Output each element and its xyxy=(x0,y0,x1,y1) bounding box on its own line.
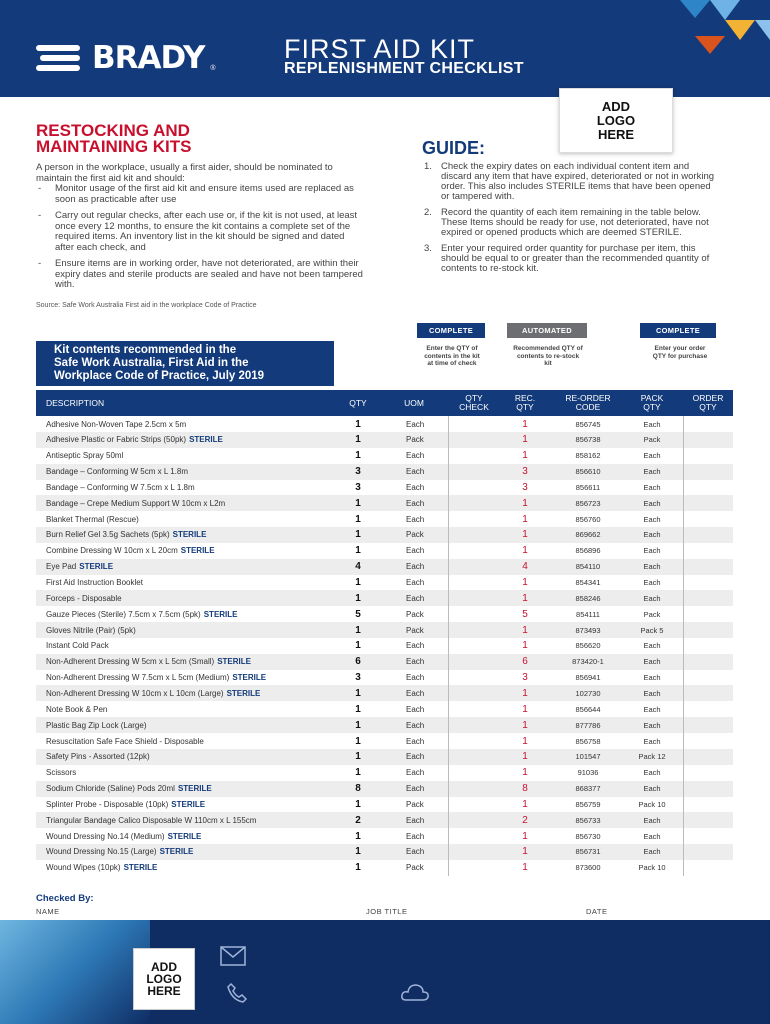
uom-value: Each xyxy=(406,451,425,461)
table-row xyxy=(36,590,733,606)
table-row xyxy=(36,527,733,543)
qty-value: 5 xyxy=(355,608,361,620)
table-row xyxy=(36,717,733,733)
table-row xyxy=(36,828,733,844)
rec-qty-value: 3 xyxy=(522,481,528,493)
sterile-badge: STERILE xyxy=(171,799,206,809)
pack-qty-value: Each xyxy=(643,704,661,714)
rec-qty-value: 1 xyxy=(522,545,528,557)
pack-qty-value: Each xyxy=(643,562,661,572)
uom-value: Each xyxy=(406,578,425,587)
sterile-badge: STERILE xyxy=(79,562,114,572)
rec-qty-value: 1 xyxy=(522,497,528,509)
item-description xyxy=(46,670,346,686)
description-text: Wound Dressing No.14 (Medium) xyxy=(46,831,165,841)
table-row xyxy=(36,670,733,686)
reorder-code-value: 102730 xyxy=(575,688,601,698)
uom-value: Each xyxy=(406,768,425,778)
description-text: Antiseptic Spray 50ml xyxy=(46,451,124,461)
pack-qty-value: Each xyxy=(643,720,661,730)
uom-value: Each xyxy=(406,752,425,762)
date-label: DATE xyxy=(586,907,608,916)
table-row xyxy=(36,416,733,432)
pack-qty-value: Pack xyxy=(643,435,661,445)
rec-qty-value: 8 xyxy=(522,783,528,795)
sterile-badge: STERILE xyxy=(159,847,194,857)
table-row xyxy=(36,685,733,701)
list-item: - Carry out regular checks, after each use or, if the kit is not used, at least once every 12 months, to ensure the kit contains a complete set of the required items. An inventory list in the kit should be signed and dated after each check, and xyxy=(36,211,366,253)
item-description xyxy=(46,685,346,701)
uom-value: Each xyxy=(406,546,425,556)
table-row xyxy=(36,575,733,591)
reorder-code-value: 856745 xyxy=(575,419,601,429)
item-text: Enter your required order quantity for purchase per item, this should be equal to or greater than the recommended quantity of contents to re-stock kit. xyxy=(441,243,710,274)
reorder-code-value: 101547 xyxy=(575,752,601,762)
description-text: Adhesive Non-Woven Tape 2.5cm x 5m xyxy=(46,419,187,429)
sterile-badge: STERILE xyxy=(123,863,158,873)
description-text: Plastic Bag Zip Lock (Large) xyxy=(46,720,147,730)
table-row xyxy=(36,432,733,448)
page-subtitle: REPLENISHMENT CHECKLIST xyxy=(284,60,524,77)
item-text: Check the expiry dates on each individual content item and discard any item that have expired, deteriorated or not in working order. This also includes STERILE items that have been opened or tampered with. xyxy=(441,161,715,202)
rec-qty-value: 1 xyxy=(522,798,528,810)
qty-value: 1 xyxy=(355,450,361,462)
reorder-code-value: 856738 xyxy=(575,435,601,445)
qty-value: 1 xyxy=(355,830,361,842)
qty-value: 1 xyxy=(355,687,361,699)
footer-band xyxy=(0,920,770,1024)
rec-qty-value: 1 xyxy=(522,719,528,731)
uom-value: Each xyxy=(406,641,425,651)
sterile-badge: STERILE xyxy=(203,609,238,619)
table-row xyxy=(36,796,733,812)
uom-value: Each xyxy=(406,720,425,730)
description-text: Gauze Pieces (Sterile) 7.5cm x 7.5cm (5pk) xyxy=(46,609,201,619)
item-description xyxy=(46,844,346,860)
description-text: Resuscitation Safe Face Shield - Disposable xyxy=(46,736,204,746)
reorder-code-value: 91036 xyxy=(577,768,599,778)
description-text: Non-Adherent Dressing W 5cm x L 5cm (Small) xyxy=(46,657,215,667)
table-row xyxy=(36,622,733,638)
item-description xyxy=(46,701,346,717)
item-description xyxy=(46,416,346,432)
qty-value: 1 xyxy=(355,513,361,525)
col-description: DESCRIPTION xyxy=(46,397,105,408)
source-note: Source: Safe Work Australia First aid in the workplace Code of Practice xyxy=(36,302,257,309)
item-description xyxy=(46,527,346,543)
table-row xyxy=(36,495,733,511)
restocking-bullets xyxy=(36,184,366,297)
sterile-badge: STERILE xyxy=(232,673,267,683)
list-item xyxy=(424,208,716,238)
description-text: Gloves Nitrile (Pair) (5pk) xyxy=(46,625,136,635)
uom-value: Each xyxy=(406,736,425,746)
sterile-badge: STERILE xyxy=(189,435,223,445)
item-number: 1. xyxy=(424,161,432,172)
uom-value: Each xyxy=(406,467,425,477)
qty-value: 1 xyxy=(355,577,361,588)
pack-qty-value: Each xyxy=(643,641,661,651)
qty-value: 1 xyxy=(355,862,361,874)
restocking-heading: RESTOCKING AND MAINTAINING KITS xyxy=(36,121,192,156)
description-text: Instant Cold Pack xyxy=(46,641,109,651)
pack-qty-value: Each xyxy=(643,593,661,603)
item-description xyxy=(46,543,346,559)
qty-value: 2 xyxy=(355,814,361,826)
item-text: Record the quantity of each item remaining in the table below. These Items should be ready for use, not deteriorated, have not expired or opened products which are deemed STERILE. xyxy=(441,207,709,238)
pack-qty-value: Each xyxy=(643,784,661,794)
qty-check-note: Enter the QTY of contents in the kit at time of check xyxy=(424,345,480,367)
brand-trademark: ® xyxy=(210,65,216,72)
qty-value: 1 xyxy=(355,735,361,747)
reorder-code-value: 856896 xyxy=(575,546,601,556)
uom-value: Each xyxy=(406,831,425,841)
reorder-code-value: 869662 xyxy=(575,530,601,540)
item-description xyxy=(46,654,346,670)
item-description xyxy=(46,464,346,480)
description-text: Bandage – Conforming W 7.5cm x L 1.8m xyxy=(46,482,195,492)
table-row xyxy=(36,638,733,654)
pack-qty-value: Pack 10 xyxy=(638,799,666,809)
pack-qty-value: Each xyxy=(643,657,661,667)
pack-qty-value: Each xyxy=(643,578,661,587)
rec-qty-value: 6 xyxy=(522,656,528,668)
rec-qty-value: 1 xyxy=(522,529,528,541)
qty-value: 1 xyxy=(355,529,361,541)
table-row xyxy=(36,749,733,765)
qty-value: 4 xyxy=(355,561,361,573)
reorder-code-value: 856644 xyxy=(575,704,601,714)
item-description xyxy=(46,495,346,511)
item-description xyxy=(46,559,346,575)
item-description xyxy=(46,448,346,464)
rec-qty-value: 1 xyxy=(522,862,528,874)
pack-qty-value: Pack 10 xyxy=(638,863,666,873)
list-item: - Monitor usage of the first aid kit and ensure items used are replaced as soon as practicable after use xyxy=(36,184,366,205)
table-row xyxy=(36,511,733,527)
reorder-code-value: 856610 xyxy=(575,467,601,477)
rec-qty-value: 1 xyxy=(522,703,528,715)
description-text: Burn Relief Gel 3.5g Sachets (5pk) xyxy=(46,530,170,540)
rec-qty-value: 1 xyxy=(522,640,528,652)
uom-value: Each xyxy=(406,657,425,667)
checked-by-label: Checked By: xyxy=(36,893,94,904)
pack-qty-value: Each xyxy=(643,530,661,540)
table-row xyxy=(36,464,733,480)
description-text: Combine Dressing W 10cm x L 20cm xyxy=(46,546,178,556)
pack-qty-value: Each xyxy=(643,815,661,825)
ocean-image xyxy=(0,920,150,1024)
table-row xyxy=(36,559,733,575)
pack-qty-value: Each xyxy=(643,498,661,508)
kit-contents-title: Kit contents recommended in the Safe Work Australia, First Aid in the Workplace Code of Practice, July 2019 xyxy=(36,341,334,386)
list-item xyxy=(424,244,716,274)
description-text: Triangular Bandage Calico Disposable W 110cm x L 155cm xyxy=(46,815,257,825)
sterile-badge: STERILE xyxy=(217,657,251,667)
item-description xyxy=(46,812,346,828)
description-text: Scissors xyxy=(46,768,77,778)
rec-qty-value: 2 xyxy=(522,814,528,826)
reorder-code-value: 854110 xyxy=(575,562,601,572)
pack-qty-value: Each xyxy=(643,546,661,556)
description-text: Blanket Thermal (Rescue) xyxy=(46,514,139,524)
description-text: Bandage – Crepe Medium Support W 10cm x L2m xyxy=(46,498,226,508)
pack-qty-value: Each xyxy=(643,831,661,841)
table-row xyxy=(36,606,733,622)
complete-tag-order-qty: COMPLETE xyxy=(640,323,716,338)
qty-value: 3 xyxy=(355,481,361,493)
col-rec-qty: REC. QTY xyxy=(514,393,536,412)
reorder-code-value: 873420-1 xyxy=(572,657,604,667)
page-title: FIRST AID KIT xyxy=(284,34,476,64)
reorder-code-value: 854111 xyxy=(576,609,600,619)
list-item xyxy=(424,162,716,202)
item-number: 2. xyxy=(424,207,432,218)
col-qty-check: QTY CHECK xyxy=(459,393,489,412)
qty-value: 1 xyxy=(355,640,361,652)
item-description xyxy=(46,638,346,654)
reorder-code-value: 856730 xyxy=(575,831,601,841)
item-description xyxy=(46,860,346,876)
rec-qty-value: 1 xyxy=(522,687,528,699)
rec-qty-value: 4 xyxy=(522,561,528,573)
list-item: - Ensure items are in working order, have not deteriorated, are within their expiry dates and sterile products are sealed and have not been tampered with. xyxy=(36,259,366,291)
description-text: Safety Pins - Assorted (12pk) xyxy=(46,752,150,762)
uom-value: Pack xyxy=(406,799,424,809)
rec-qty-value: 1 xyxy=(522,830,528,842)
item-description xyxy=(46,781,346,797)
pack-qty-value: Pack xyxy=(643,609,661,619)
rec-qty-value: 3 xyxy=(522,466,528,478)
rec-qty-value: 1 xyxy=(522,767,528,779)
reorder-code-value: 858162 xyxy=(575,451,601,461)
table-row xyxy=(36,812,733,828)
item-description xyxy=(46,796,346,812)
uom-value: Each xyxy=(406,847,425,857)
pack-qty-value: Each xyxy=(643,451,661,461)
automated-tag: AUTOMATED xyxy=(507,323,587,338)
item-description xyxy=(46,479,346,495)
item-description xyxy=(46,432,346,448)
rec-qty-value: 5 xyxy=(522,608,528,620)
description-text: First Aid Instruction Booklet xyxy=(46,578,143,587)
uom-value: Pack xyxy=(406,609,424,619)
col-reorder-code: RE-ORDER CODE xyxy=(565,393,611,412)
rec-qty-value: 1 xyxy=(522,624,528,636)
reorder-code-value: 873600 xyxy=(575,863,601,873)
qty-value: 1 xyxy=(355,497,361,509)
reorder-code-value: 868377 xyxy=(575,784,601,794)
name-label: NAME xyxy=(36,907,60,916)
reorder-code-value: 873493 xyxy=(575,625,601,635)
reorder-code-value: 856759 xyxy=(575,799,601,809)
rec-qty-value: 1 xyxy=(522,513,528,525)
restocking-intro: A person in the workplace, usually a first aider, should be nominated to maintain the first aid kit and should: xyxy=(36,162,333,184)
pack-qty-value: Pack 5 xyxy=(640,625,664,635)
col-qty: QTY xyxy=(349,397,367,408)
rec-qty-value: 1 xyxy=(522,592,528,604)
description-text: Non-Adherent Dressing W 10cm x L 10cm (Large) xyxy=(46,688,224,698)
qty-value: 1 xyxy=(355,592,361,604)
order-qty-note: Enter your order QTY for purchase xyxy=(652,345,708,360)
footer-add-logo-placeholder: ADD LOGO HERE xyxy=(133,948,195,1010)
sterile-badge: STERILE xyxy=(167,831,202,841)
table-row xyxy=(36,781,733,797)
col-pack-qty: PACK QTY xyxy=(640,393,664,412)
item-description xyxy=(46,828,346,844)
table-row xyxy=(36,543,733,559)
uom-value: Each xyxy=(406,673,425,683)
pack-qty-value: Each xyxy=(643,419,661,429)
qty-value: 3 xyxy=(355,672,361,684)
uom-value: Pack xyxy=(406,863,424,873)
rec-qty-value: 1 xyxy=(522,751,528,763)
reorder-code-value: 856731 xyxy=(575,847,601,857)
pack-qty-value: Each xyxy=(643,467,661,477)
item-description xyxy=(46,511,346,527)
automated-note: Recommended QTY of contents to re-stock kit xyxy=(513,345,583,367)
qty-value: 3 xyxy=(355,466,361,478)
pack-qty-value: Each xyxy=(643,673,661,683)
description-text: Sodium Chloride (Saline) Pods 20ml xyxy=(46,784,175,794)
sterile-badge: STERILE xyxy=(226,688,261,698)
table-row xyxy=(36,701,733,717)
cloud-icon xyxy=(400,982,430,1002)
qty-value: 1 xyxy=(355,418,361,430)
sterile-badge: STERILE xyxy=(177,784,212,794)
uom-value: Each xyxy=(406,498,425,508)
reorder-code-value: 854341 xyxy=(575,578,601,587)
decorative-triangles-icon xyxy=(650,0,770,60)
reorder-code-value: 858246 xyxy=(575,593,601,603)
rec-qty-value: 1 xyxy=(522,577,528,588)
sterile-badge: STERILE xyxy=(180,546,215,556)
reorder-code-value: 856723 xyxy=(575,498,601,508)
rec-qty-value: 1 xyxy=(522,434,528,446)
uom-value: Each xyxy=(406,784,425,794)
rec-qty-value: 1 xyxy=(522,418,528,430)
pack-qty-value: Pack 12 xyxy=(638,752,666,762)
qty-value: 1 xyxy=(355,751,361,763)
uom-value: Pack xyxy=(406,530,424,540)
rec-qty-value: 1 xyxy=(522,735,528,747)
email-icon xyxy=(220,946,246,966)
reorder-code-value: 877786 xyxy=(575,720,601,730)
reorder-code-value: 856620 xyxy=(575,641,601,651)
item-number: 3. xyxy=(424,243,432,254)
qty-value: 1 xyxy=(355,545,361,557)
uom-value: Each xyxy=(406,593,425,603)
qty-value: 8 xyxy=(355,783,361,795)
add-logo-placeholder: ADD LOGO HERE xyxy=(559,88,673,153)
description-text: Bandage – Conforming W 5cm x L 1.8m xyxy=(46,467,188,477)
pack-qty-value: Each xyxy=(643,847,661,857)
qty-value: 1 xyxy=(355,767,361,779)
uom-value: Each xyxy=(406,514,425,524)
reorder-code-value: 856941 xyxy=(575,673,601,683)
reorder-code-value: 856758 xyxy=(575,736,601,746)
table-row xyxy=(36,448,733,464)
uom-value: Each xyxy=(406,815,425,825)
table-header xyxy=(36,390,733,416)
table-row xyxy=(36,860,733,876)
table-row xyxy=(36,765,733,781)
pack-qty-value: Each xyxy=(643,514,661,524)
pack-qty-value: Each xyxy=(643,736,661,746)
divider xyxy=(448,416,449,876)
complete-tag-qty-check: COMPLETE xyxy=(417,323,485,338)
item-description xyxy=(46,575,346,591)
rec-qty-value: 1 xyxy=(522,450,528,462)
uom-value: Each xyxy=(406,419,425,429)
item-description xyxy=(46,749,346,765)
description-text: Splinter Probe - Disposable (10pk) xyxy=(46,799,169,809)
pack-qty-value: Each xyxy=(643,482,661,492)
reorder-code-value: 856760 xyxy=(575,514,601,524)
description-text: Non-Adherent Dressing W 7.5cm x L 5cm (Medium) xyxy=(46,673,230,683)
pack-qty-value: Each xyxy=(643,768,661,778)
job-title-label: JOB TITLE xyxy=(366,907,408,916)
rec-qty-value: 1 xyxy=(522,846,528,858)
uom-value: Each xyxy=(406,704,425,714)
col-uom: UOM xyxy=(404,397,424,408)
qty-value: 1 xyxy=(355,846,361,858)
brady-logo-icon xyxy=(36,41,86,75)
sterile-badge: STERILE xyxy=(172,530,207,540)
uom-value: Pack xyxy=(406,435,424,445)
reorder-code-value: 856733 xyxy=(575,815,601,825)
table-row xyxy=(36,844,733,860)
item-description xyxy=(46,733,346,749)
qty-value: 1 xyxy=(355,719,361,731)
uom-value: Each xyxy=(406,688,425,698)
reorder-code-value: 856611 xyxy=(575,482,601,492)
rec-qty-value: 3 xyxy=(522,672,528,684)
description-text: Wound Dressing No.15 (Large) xyxy=(46,847,157,857)
qty-value: 1 xyxy=(355,624,361,636)
table-row xyxy=(36,654,733,670)
table-row xyxy=(36,479,733,495)
pack-qty-value: Each xyxy=(643,688,661,698)
phone-icon xyxy=(226,982,248,1004)
uom-value: Pack xyxy=(406,625,424,635)
description-text: Adhesive Plastic or Fabric Strips (50pk) xyxy=(46,435,187,445)
uom-value: Each xyxy=(406,562,425,572)
guide-heading: GUIDE: xyxy=(422,138,485,158)
col-order-qty: ORDER QTY xyxy=(692,393,724,412)
item-description xyxy=(46,622,346,638)
brand-name: BRADY xyxy=(92,40,205,76)
description-text: Forceps - Disposable xyxy=(46,593,122,603)
description-text: Eye Pad xyxy=(46,562,77,572)
table-row xyxy=(36,733,733,749)
item-description xyxy=(46,717,346,733)
item-description xyxy=(46,765,346,781)
qty-value: 6 xyxy=(355,656,361,668)
item-description xyxy=(46,606,346,622)
description-text: Wound Wipes (10pk) xyxy=(46,863,121,873)
qty-value: 1 xyxy=(355,434,361,446)
qty-value: 1 xyxy=(355,703,361,715)
description-text: Note Book & Pen xyxy=(46,704,108,714)
item-description xyxy=(46,590,346,606)
brand-logo xyxy=(36,40,216,76)
uom-value: Each xyxy=(406,482,425,492)
divider xyxy=(683,416,684,876)
guide-list xyxy=(424,162,716,280)
qty-value: 1 xyxy=(355,798,361,810)
